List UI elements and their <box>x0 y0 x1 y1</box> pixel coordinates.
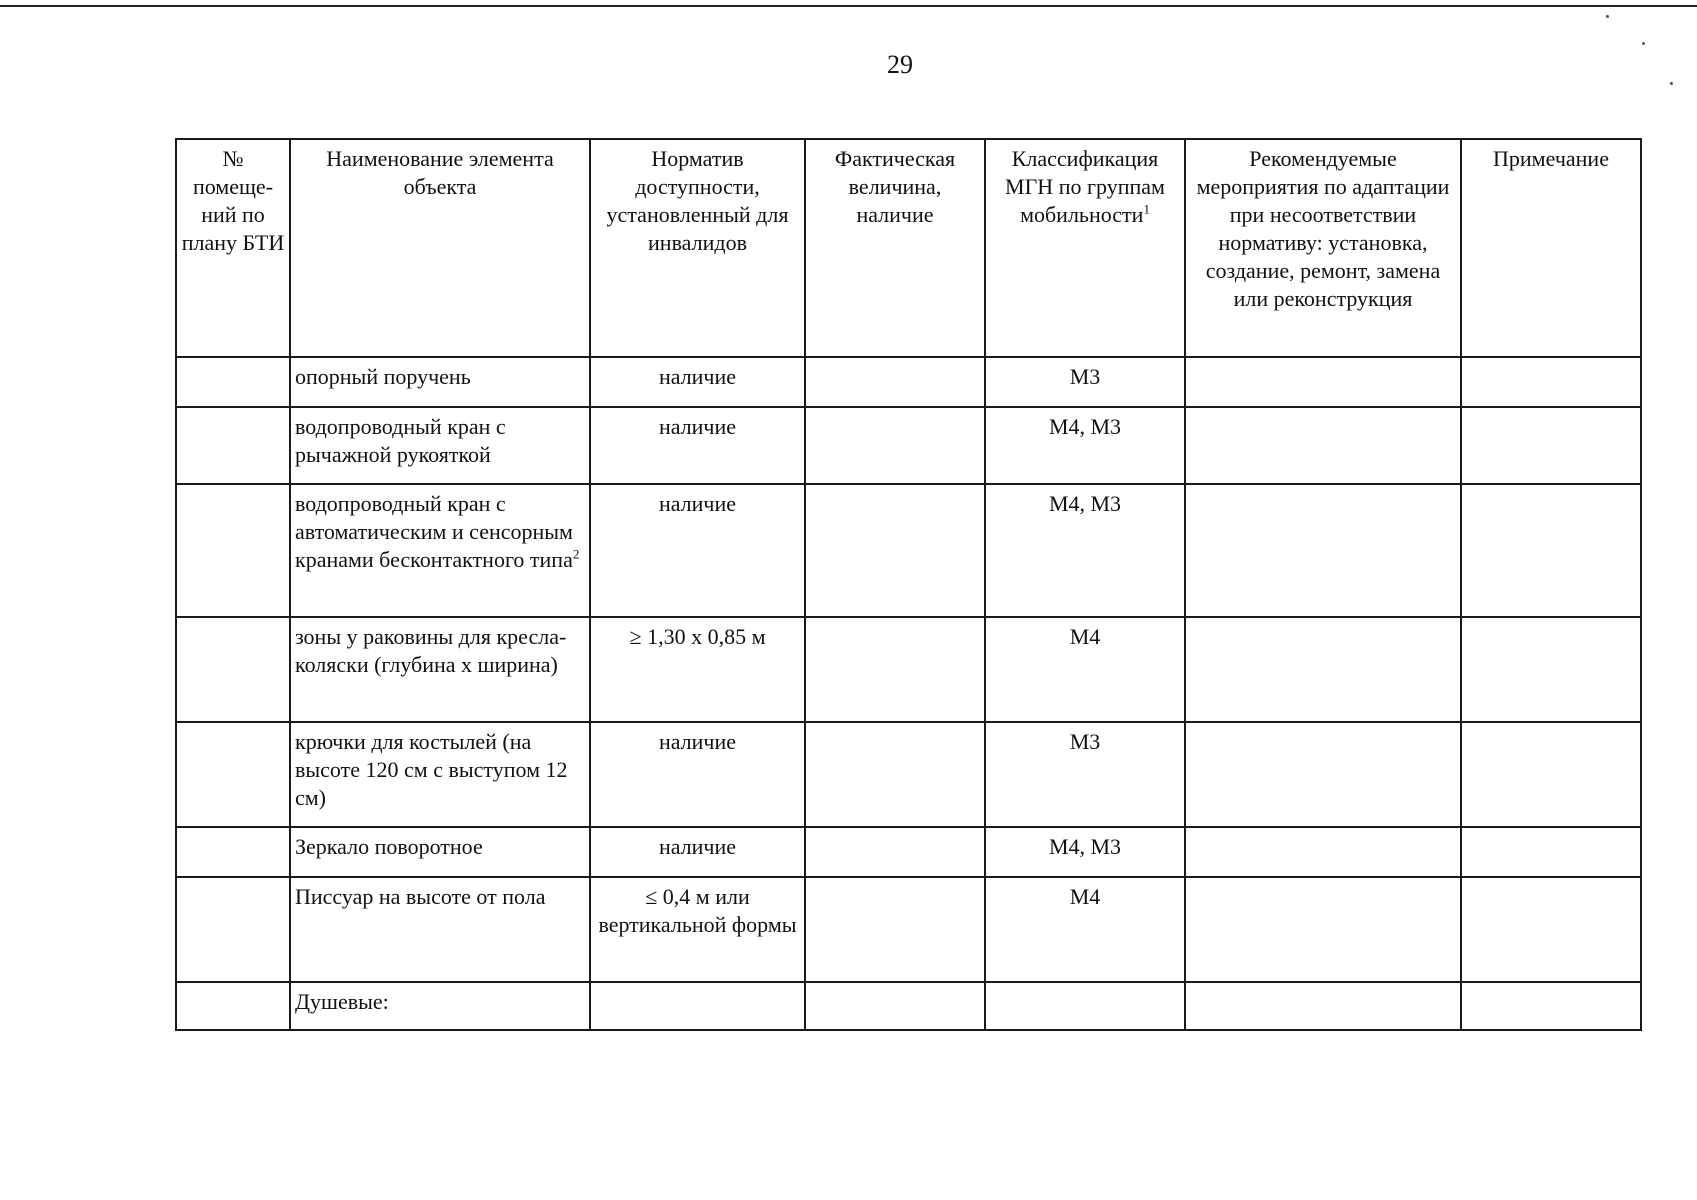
footnote-marker: 1 <box>1143 201 1150 217</box>
cell-actual-value <box>805 407 985 484</box>
top-rule <box>0 5 1697 7</box>
cell-element-name-text: Зеркало поворотное <box>295 834 483 859</box>
cell-mgn-classification <box>985 484 1185 617</box>
cell-room-number <box>176 407 290 484</box>
table-header-row <box>176 139 1641 357</box>
cell-note <box>1461 982 1641 1030</box>
cell-mgn-classification-text: М4 <box>1069 884 1101 909</box>
cell-recommended-measures <box>1185 722 1461 827</box>
cell-mgn-classification-text: М4 <box>1069 624 1101 649</box>
cell-accessibility-norm-text: ≥ 1,30 х 0,85 м <box>629 624 766 649</box>
cell-note <box>1461 827 1641 877</box>
cell-mgn-classification <box>985 722 1185 827</box>
table-row <box>176 722 1641 827</box>
cell-note <box>1461 357 1641 407</box>
cell-element-name-text: опорный поручень <box>295 364 471 389</box>
cell-element-name <box>290 484 590 617</box>
table-row <box>176 407 1641 484</box>
cell-accessibility-norm <box>590 982 805 1030</box>
cell-recommended-measures <box>1185 617 1461 722</box>
cell-accessibility-norm <box>590 722 805 827</box>
cell-actual-value <box>805 877 985 982</box>
table-row <box>176 982 1641 1030</box>
cell-room-number <box>176 722 290 827</box>
cell-element-name-text: крючки для костылей (на высоте 120 см с выступом 12 см) <box>295 729 568 810</box>
cell-recommended-measures <box>1185 484 1461 617</box>
accessibility-table <box>175 138 1642 1031</box>
cell-element-name-text: водопроводный кран с автоматическим и сенсорным кранами бесконтактного типа <box>295 491 573 572</box>
cell-element-name <box>290 407 590 484</box>
header-element-name: Наименование элемента объекта <box>290 139 590 357</box>
cell-element-name <box>290 827 590 877</box>
scan-speck <box>1670 82 1673 85</box>
cell-accessibility-norm <box>590 877 805 982</box>
cell-mgn-classification <box>985 877 1185 982</box>
cell-mgn-classification-text: М4, М3 <box>1048 491 1122 516</box>
cell-mgn-classification <box>985 982 1185 1030</box>
cell-room-number <box>176 357 290 407</box>
scan-speck <box>1606 15 1609 18</box>
cell-element-name <box>290 877 590 982</box>
cell-actual-value <box>805 484 985 617</box>
cell-recommended-measures <box>1185 407 1461 484</box>
table-row <box>176 484 1641 617</box>
table-row <box>176 877 1641 982</box>
cell-accessibility-norm-text: наличие <box>658 491 737 516</box>
cell-element-name <box>290 357 590 407</box>
cell-mgn-classification-text: М4, М3 <box>1048 834 1122 859</box>
cell-accessibility-norm <box>590 827 805 877</box>
cell-accessibility-norm-text: ≤ 0,4 м или вертикальной формы <box>598 884 797 937</box>
header-actual-value: Фактическая величина, наличие <box>805 139 985 357</box>
cell-element-name <box>290 982 590 1030</box>
table-row <box>176 357 1641 407</box>
cell-note <box>1461 407 1641 484</box>
header-mgn-classification-text: Классификация МГН по группам мобильности <box>1005 146 1165 227</box>
table-row <box>176 827 1641 877</box>
table-body <box>176 357 1641 1030</box>
cell-room-number <box>176 617 290 722</box>
cell-note <box>1461 877 1641 982</box>
header-room-number: № помеще-ний по плану БТИ <box>176 139 290 357</box>
cell-mgn-classification-text: М4, М3 <box>1048 414 1122 439</box>
cell-element-name <box>290 617 590 722</box>
cell-room-number <box>176 982 290 1030</box>
cell-actual-value <box>805 827 985 877</box>
header-recommended-measures: Рекомендуемые мероприятия по адаптации при несоответствии нормативу: установка, создание, ремонт, замена или реконструкция <box>1185 139 1461 357</box>
table-row <box>176 617 1641 722</box>
scan-speck <box>1642 42 1645 45</box>
cell-room-number <box>176 827 290 877</box>
header-accessibility-norm: Норматив доступности, установленный для инвалидов <box>590 139 805 357</box>
cell-element-name-text: зоны у раковины для кресла-коляски (глубина х ширина) <box>295 624 567 677</box>
cell-recommended-measures <box>1185 827 1461 877</box>
cell-accessibility-norm-text: наличие <box>658 834 737 859</box>
cell-note <box>1461 484 1641 617</box>
cell-accessibility-norm <box>590 357 805 407</box>
cell-accessibility-norm <box>590 484 805 617</box>
cell-mgn-classification <box>985 357 1185 407</box>
cell-actual-value <box>805 357 985 407</box>
cell-accessibility-norm-text: наличие <box>658 729 737 754</box>
page-number: 29 <box>887 50 913 79</box>
cell-recommended-measures <box>1185 877 1461 982</box>
cell-mgn-classification <box>985 827 1185 877</box>
cell-mgn-classification <box>985 407 1185 484</box>
cell-accessibility-norm-text: наличие <box>658 414 737 439</box>
cell-element-name-text: Душевые: <box>295 989 389 1014</box>
cell-actual-value <box>805 722 985 827</box>
footnote-marker: 2 <box>572 546 580 562</box>
cell-element-name <box>290 722 590 827</box>
cell-mgn-classification-text: М3 <box>1069 729 1101 754</box>
cell-accessibility-norm <box>590 407 805 484</box>
cell-note <box>1461 722 1641 827</box>
cell-mgn-classification <box>985 617 1185 722</box>
cell-actual-value <box>805 617 985 722</box>
header-mgn-classification <box>985 139 1185 357</box>
cell-accessibility-norm <box>590 617 805 722</box>
cell-accessibility-norm-text: наличие <box>658 364 737 389</box>
header-note: Примечание <box>1461 139 1641 357</box>
cell-element-name-text: водопроводный кран с рычажной рукояткой <box>295 414 506 467</box>
cell-note <box>1461 617 1641 722</box>
cell-recommended-measures <box>1185 357 1461 407</box>
cell-room-number <box>176 484 290 617</box>
cell-actual-value <box>805 982 985 1030</box>
cell-recommended-measures <box>1185 982 1461 1030</box>
cell-element-name-text: Писсуар на высоте от пола <box>295 884 546 909</box>
cell-mgn-classification-text: М3 <box>1069 364 1101 389</box>
cell-room-number <box>176 877 290 982</box>
